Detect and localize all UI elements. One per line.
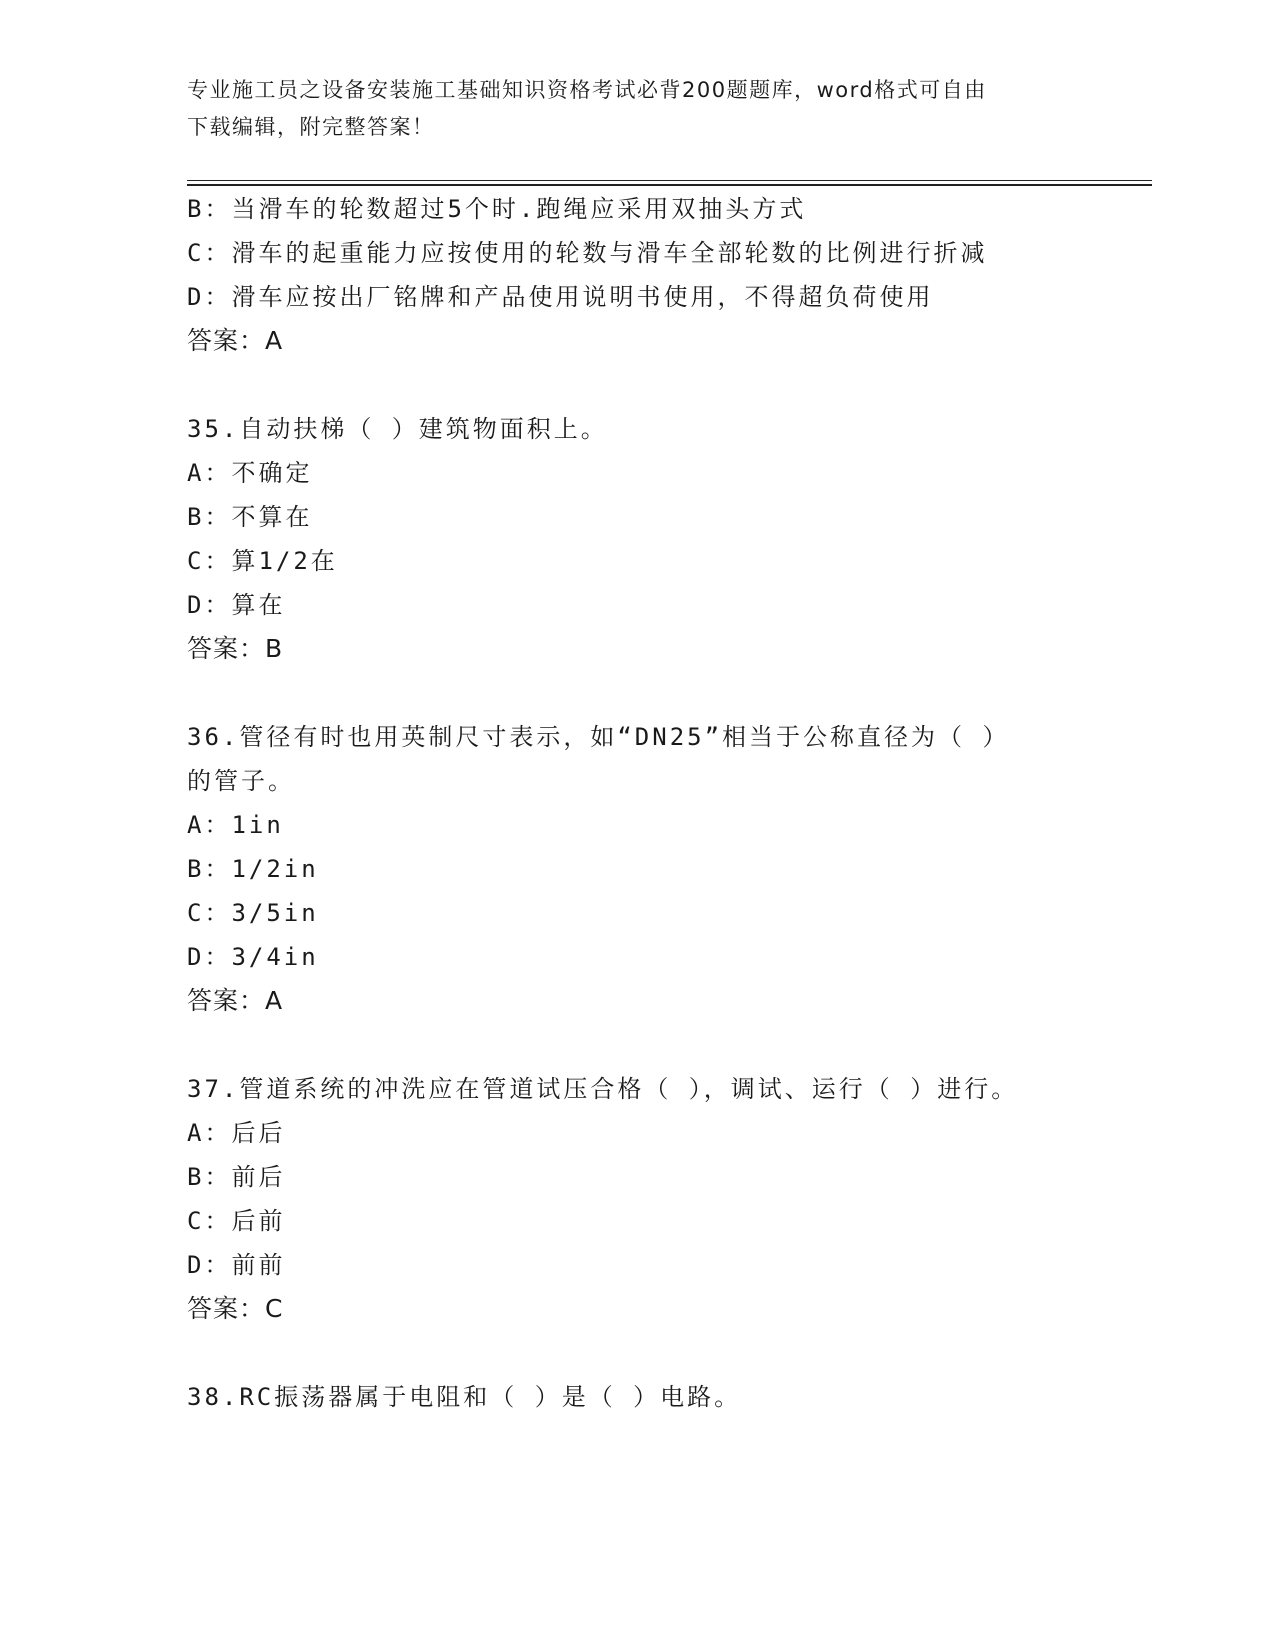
header-divider-top <box>187 180 1152 181</box>
q36-answer: 答案：A <box>187 986 284 1015</box>
q36-stem-line-2: 的管子。 <box>187 767 295 795</box>
q36-option-d: D：3/4in <box>187 943 319 971</box>
q35-option-d: D：算在 <box>187 591 286 619</box>
q37-option-d: D：前前 <box>187 1251 286 1279</box>
q34-option-d: D：滑车应按出厂铭牌和产品使用说明书使用，不得超负荷使用 <box>187 283 934 311</box>
header-line-2: 下载编辑，附完整答案！ <box>187 115 435 139</box>
q38-stem: 38.RC振荡器属于电阻和（ ）是（ ）电路。 <box>187 1383 742 1411</box>
q34-answer: 答案：A <box>187 326 284 355</box>
q37-option-a: A：后后 <box>187 1119 286 1147</box>
header-line-1: 专业施工员之设备安装施工基础知识资格考试必背200题题库，word格式可自由 <box>187 78 987 102</box>
q37-option-c: C：后前 <box>187 1207 286 1235</box>
header-divider-bottom <box>187 184 1152 186</box>
q34-option-b: B：当滑车的轮数超过5个时.跑绳应采用双抽头方式 <box>187 195 807 223</box>
q36-stem-line-1: 36.管径有时也用英制尺寸表示，如“DN25”相当于公称直径为（ ） <box>187 723 1010 751</box>
q35-option-b: B：不算在 <box>187 503 313 531</box>
q35-option-c: C：算1/2在 <box>187 547 338 575</box>
q37-stem: 37.管道系统的冲洗应在管道试压合格（ ），调试、运行（ ）进行。 <box>187 1075 1019 1103</box>
q34-option-c: C：滑车的起重能力应按使用的轮数与滑车全部轮数的比例进行折减 <box>187 239 988 267</box>
q36-option-c: C：3/5in <box>187 899 319 927</box>
q35-stem: 35.自动扶梯（ ）建筑物面积上。 <box>187 415 608 443</box>
q36-option-b: B：1/2in <box>187 855 319 883</box>
q37-option-b: B：前后 <box>187 1163 286 1191</box>
q36-option-a: A：1in <box>187 811 284 839</box>
document-header <box>187 72 1067 146</box>
q37-answer: 答案：C <box>187 1294 284 1323</box>
q35-answer: 答案：B <box>187 634 284 663</box>
q35-option-a: A：不确定 <box>187 459 313 487</box>
